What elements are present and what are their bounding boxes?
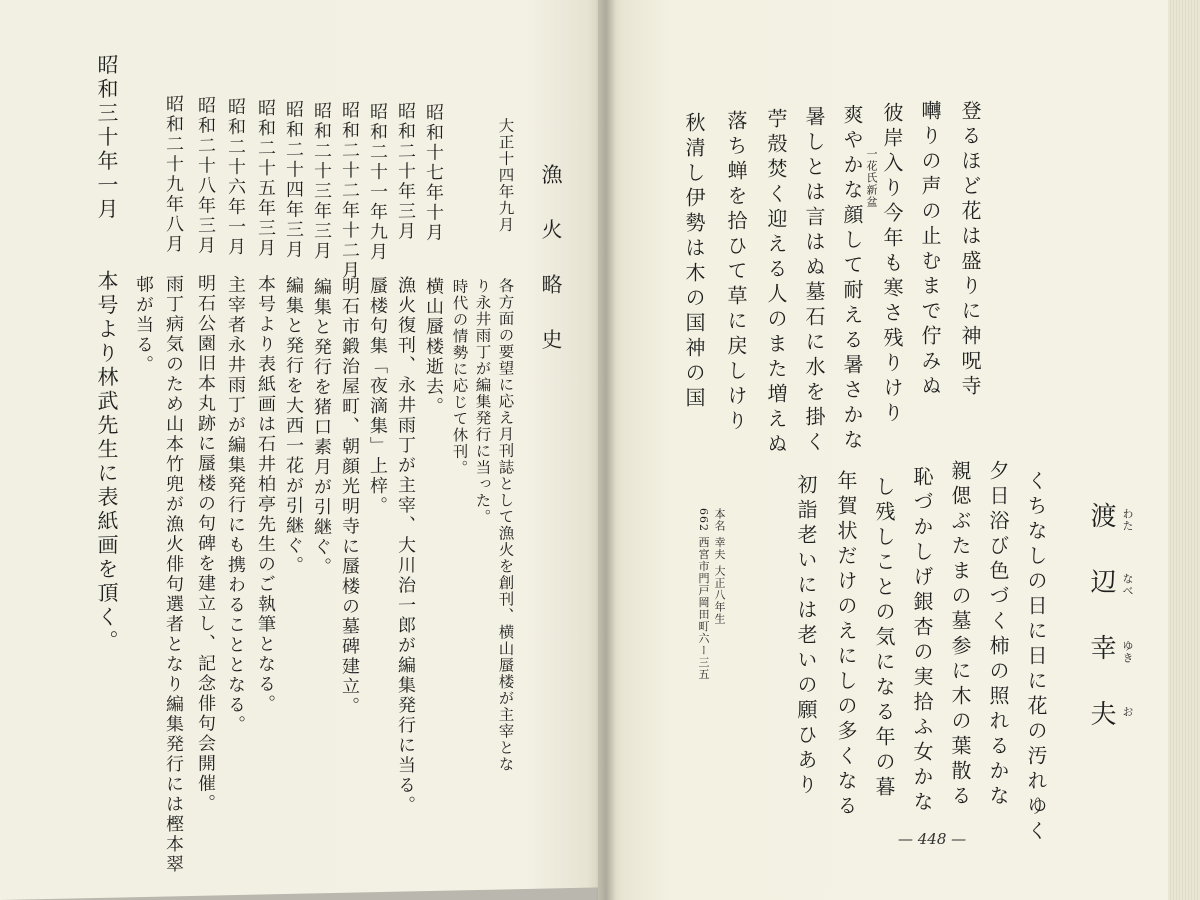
entry-date: 昭和二十年三月 <box>395 101 416 242</box>
entry-text: 本号より表紙画は石井柏亭先生のご執筆となる。 <box>255 274 276 715</box>
entry-date: 昭和二十三年三月 <box>311 101 332 262</box>
author-profile-name: 本名 幸夫 大正八年生 <box>713 508 726 625</box>
entry-text: 編集と発行を猪口素月が引継ぐ。 <box>311 277 332 578</box>
haiku-line: くちなしの日に日に花の汚れゆく <box>1024 470 1048 845</box>
entry-text: 蜃楼句集「夜滴集」上梓。 <box>367 275 388 517</box>
entry-date: 昭和二十一年九月 <box>367 101 388 263</box>
entry-date: 昭和二十二年十二月 <box>339 100 360 281</box>
haiku-line: 落ち蝉を拾ひて草に戻しけり <box>724 110 748 435</box>
page-edges <box>1168 0 1200 900</box>
entry-text: 主宰者永井雨丁が編集発行にも携わることとなる。 <box>225 274 246 736</box>
page-number: — 448 — <box>898 830 967 848</box>
right-page <box>598 0 1200 900</box>
haiku-line: 親偲ぶたまの墓参に木の葉散る <box>948 460 972 810</box>
haiku-line: 夕日浴び色づく柿の照れるかな <box>986 460 1010 810</box>
author-ruby: わた <box>1121 508 1134 532</box>
entry-date: 昭和二十六年一月 <box>225 96 246 258</box>
author-ruby: なべ <box>1121 573 1134 597</box>
entry-text: り永井雨丁が編集発行に当った。 <box>473 277 492 526</box>
history-title: 漁火略史 <box>539 163 563 384</box>
haiku-line: 囀りの声の止むまで佇みぬ <box>918 100 942 400</box>
haiku-line: 登るほど花は盛りに神呪寺 <box>958 100 982 400</box>
entry-text: 邨が当る。 <box>133 274 154 376</box>
entry-text: 時代の情勢に応じて休刊。 <box>450 278 469 477</box>
book-gutter <box>596 0 616 900</box>
entry-text: 横山蜃楼逝去。 <box>423 276 444 418</box>
author-profile-address: 662 西宮市門戸岡田町六ー三五 <box>697 508 710 681</box>
haiku-line: 暑しとは言はぬ墓石に水を掛く <box>802 106 826 456</box>
entry-date: 昭和二十五年三月 <box>255 98 276 259</box>
haiku-line: 年賀状だけのえにしの多くなる <box>834 470 858 820</box>
haiku-line: 苧殻焚く迎える人のまた増えぬ <box>764 108 788 458</box>
entry-text: 各方面の要望に応え月刊誌として漁火を創刊、横山蜃楼が主宰とな <box>496 277 515 773</box>
haiku-line: し残しことの気になる年の暮 <box>872 476 896 801</box>
author-ruby: ゆき <box>1121 640 1134 664</box>
author-name: 渡辺幸夫 <box>1086 502 1116 766</box>
haiku-line: 初詣老いには老いの願ひあり <box>794 474 818 799</box>
haiku-line: 秋清し伊勢は木の国神の国 <box>682 112 706 412</box>
entry-date: 昭和三十年一月 <box>95 53 119 223</box>
entry-date: 昭和二十四年三月 <box>283 99 304 261</box>
entry-text: 雨丁病気のため山本竹兜が漁火俳句選者となり編集発行には樫本翠 <box>163 274 184 875</box>
entry-date: 昭和十七年十月 <box>423 102 444 244</box>
entry-date: 大正十四年九月 <box>496 117 515 234</box>
entry-text: 編集と発行を大西一花が引継ぐ。 <box>283 275 304 577</box>
haiku-line: 爽やかな顔して耐える暑さかな <box>840 104 864 454</box>
entry-text: 本号より林武先生に表紙画を頂く。 <box>95 269 119 655</box>
entry-text: 明石市鍛治屋町、朝顔光明寺に蜃楼の墓碑建立。 <box>339 276 360 717</box>
haiku-subtitle: 一花氏新盆 <box>865 148 878 208</box>
entry-text: 漁火復刊、永井雨丁が主宰、大川治一郎が編集発行に当る。 <box>395 275 416 816</box>
haiku-line: 恥づかしげ銀杏の実拾ふ女かな <box>910 466 934 816</box>
entry-text: 明石公園旧本丸跡に蜃楼の句碑を建立し、記念俳句会開催。 <box>195 273 216 814</box>
author-ruby: お <box>1121 706 1134 718</box>
entry-date: 昭和二十八年三月 <box>195 95 216 256</box>
entry-date: 昭和二十九年八月 <box>163 94 184 255</box>
haiku-line: 彼岸入り今年も寒さ残りけり <box>880 102 904 427</box>
